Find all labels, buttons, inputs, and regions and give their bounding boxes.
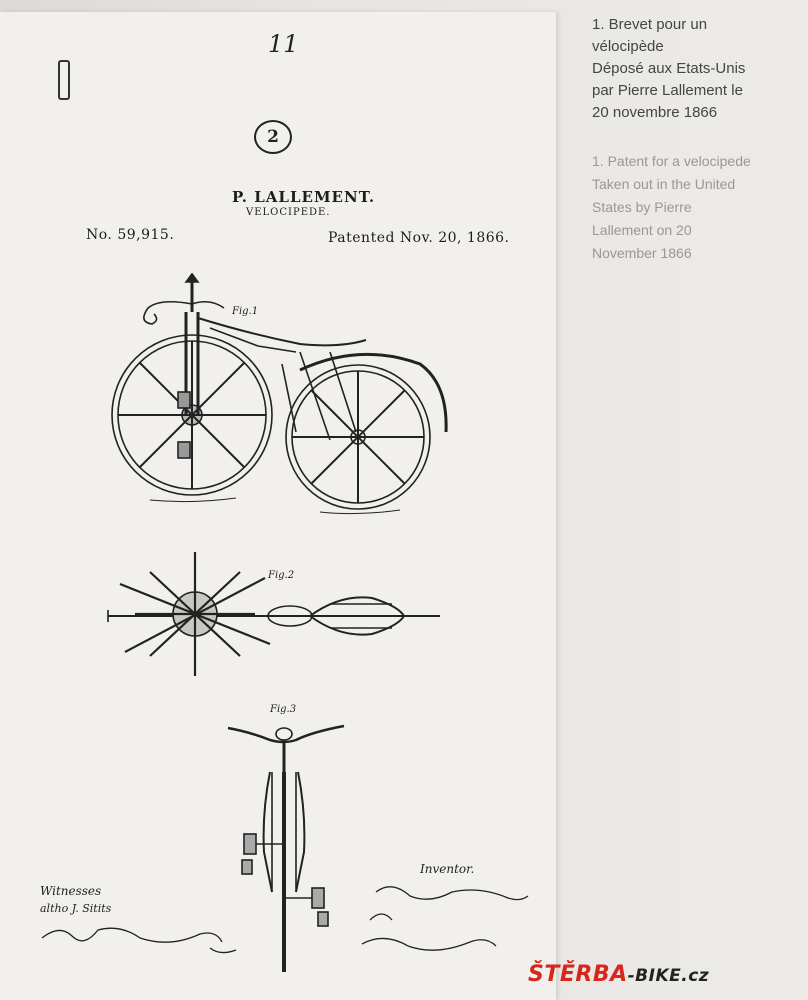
caption-en-line: November 1866 bbox=[592, 245, 692, 261]
fig3-label: Fig.3 bbox=[270, 704, 297, 715]
fig3-front-view bbox=[228, 704, 344, 972]
caption-en-line: Lallement on 20 bbox=[592, 222, 692, 238]
witnesses-label: Witnesses bbox=[40, 884, 102, 898]
witness-name: altho J. Sitits bbox=[40, 902, 112, 915]
logo-suffix: -BIKE.cz bbox=[627, 966, 710, 986]
caption-fr-line: vélocipède bbox=[592, 38, 664, 55]
fig1-side-view bbox=[112, 274, 446, 514]
fig2-label: Fig.2 bbox=[268, 570, 295, 581]
caption-fr-line: 1. Brevet pour un bbox=[592, 16, 708, 33]
caption-fr-line: 20 novembre 1866 bbox=[592, 104, 718, 121]
caption-en-line: States by Pierre bbox=[592, 199, 692, 215]
patent-number: No. 59,915. bbox=[86, 227, 175, 243]
caption-english bbox=[592, 150, 797, 265]
page-mark: 11 bbox=[268, 30, 299, 58]
inventor-label: Inventor. bbox=[420, 862, 475, 876]
patent-drawing bbox=[0, 12, 556, 1000]
circled-number: 2 bbox=[254, 120, 292, 154]
patent-document bbox=[0, 12, 556, 1000]
fig2-plan-view bbox=[108, 552, 440, 676]
patent-date: Patented Nov. 20, 1866. bbox=[328, 230, 510, 246]
caption-en-line: Taken out in the United bbox=[592, 176, 736, 192]
caption-en-line: 1. Patent for a velocipede bbox=[592, 153, 751, 169]
fig1-label: Fig.1 bbox=[232, 306, 259, 317]
caption-french bbox=[592, 14, 797, 124]
caption-fr-line: Déposé aux Etats-Unis bbox=[592, 60, 746, 77]
caption-fr-line: par Pierre Lallement le bbox=[592, 82, 743, 99]
logo-brand: ŠTĚRBA bbox=[528, 962, 628, 987]
patent-inventor: P. LALLEMENT. bbox=[232, 188, 376, 206]
patent-subject: VELOCIPEDE. bbox=[246, 207, 331, 218]
site-logo[interactable] bbox=[528, 962, 709, 987]
